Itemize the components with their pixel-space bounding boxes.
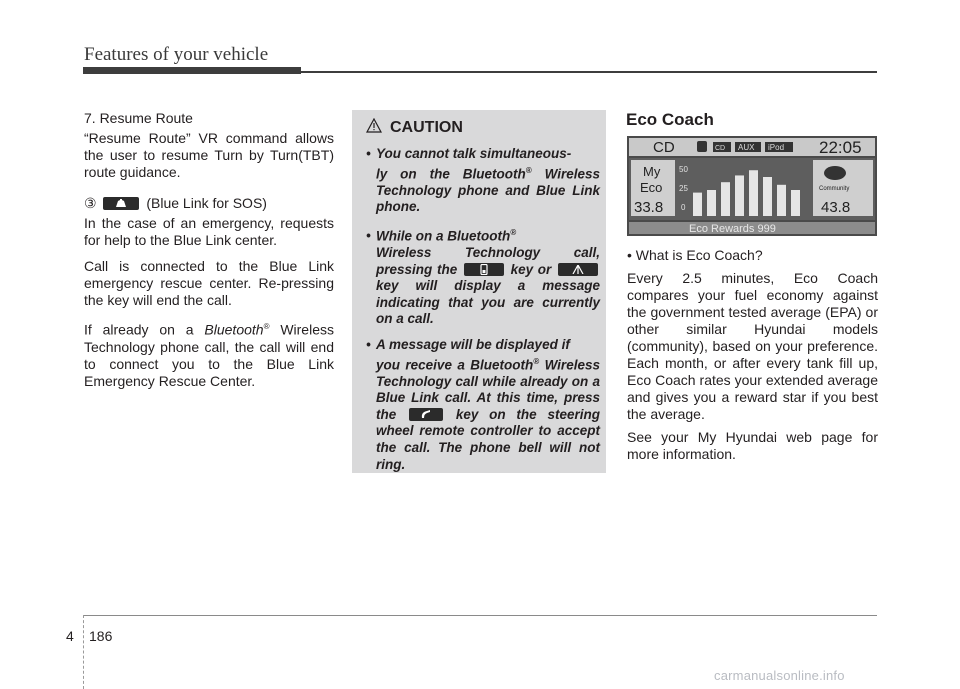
cd-badge: CD <box>715 145 726 152</box>
eco-bar <box>721 182 730 216</box>
call-description: Call is connected to the Blue Link emergency rescue center. Re-pressing the key will end the call. <box>84 258 334 308</box>
community-value: 43.8 <box>821 199 851 216</box>
header-rule <box>83 71 877 73</box>
eco-question: • What is Eco Coach? <box>627 247 763 263</box>
caution-item-2: • While on a Bluetooth® Wireless Technology call, pressing the key or key will display a message indicating that you are currently on a call. <box>366 227 600 327</box>
page-header-title: Features of your vehicle <box>84 44 269 65</box>
resume-route-text: “Resume Route” VR command allows the user to resume Turn by Turn(TBT) route guidance. <box>84 130 334 180</box>
eco-see-more: See your My Hyundai web page for more information. <box>627 429 878 462</box>
clock: 22:05 <box>819 138 862 157</box>
aux-badge: AUX <box>738 143 755 152</box>
sos-label: (Blue Link for SOS) <box>146 195 267 211</box>
right-column <box>627 247 878 469</box>
footer-rule <box>83 615 877 616</box>
hyundai-logo-icon <box>824 166 846 180</box>
eco-label: Eco <box>640 180 663 195</box>
eco-bar <box>735 175 744 216</box>
scale-top: 50 <box>679 165 688 174</box>
voice-key-icon <box>558 263 598 276</box>
ipod-badge: iPod <box>768 143 785 152</box>
watermark: carmanualsonline.info <box>714 668 845 683</box>
bluetooth-call-note: If already on a Bluetooth® Wireless Technology phone call, the call will end to connect you to the Blue Link Emergency Rescue Center. <box>84 321 334 389</box>
caution-item-1: • You cannot talk simultaneous- ly on the Bluetooth® Wireless Technology phone and Blue Link phone. <box>366 146 600 215</box>
sos-description: In the case of an emergency, requests for help to the Blue Link center. <box>84 215 334 248</box>
bluetooth-word: Bluetooth <box>204 321 264 338</box>
circled-number-3: ③ <box>84 195 97 211</box>
caution-box <box>352 110 606 473</box>
eco-bar <box>707 190 716 216</box>
footer-divider <box>83 615 85 689</box>
my-label: My <box>643 164 661 179</box>
my-eco-value: 33.8 <box>634 199 664 216</box>
call-answer-key-icon <box>409 408 443 421</box>
source-label: CD <box>653 139 675 156</box>
caution-list <box>366 146 600 482</box>
chapter-number: 4 <box>66 628 74 644</box>
sos-button-icon <box>103 197 139 210</box>
left-column <box>84 110 334 399</box>
eco-coach-title: Eco Coach <box>626 110 714 129</box>
eco-bar <box>693 193 702 216</box>
eco-bar <box>763 177 772 216</box>
caution-item-3: • A message will be displayed if you receive a Bluetooth® Wireless Technology call while already on a Blue Link call. At this time, press the key on the steering wheel remote controller to accept the call. The phone bell will not ring. <box>366 336 600 472</box>
eco-bar <box>777 185 786 216</box>
warning-triangle-icon <box>366 118 382 138</box>
eco-bar <box>791 190 800 216</box>
eco-description: Every 2.5 minutes, Eco Coach compares your fuel economy against the government tested average (EPA) or other similar Hyundai models (community), based on your preference. Each month, or after every tank fill up, Eco Coach rates your extended average and gives you a reward star if you best the average. <box>627 270 878 422</box>
eco-bar <box>749 170 758 216</box>
caution-heading: CAUTION <box>366 118 463 138</box>
sos-item <box>84 195 334 212</box>
eco-coach-display <box>627 136 877 236</box>
phone-key-icon <box>464 263 504 276</box>
resume-route-heading: 7. Resume Route <box>84 110 193 126</box>
page-number: 186 <box>89 628 113 644</box>
scale-bottom: 0 <box>681 203 686 212</box>
community-label: Community <box>819 186 850 192</box>
scale-mid: 25 <box>679 184 688 193</box>
eco-rewards: Eco Rewards 999 <box>689 223 776 235</box>
